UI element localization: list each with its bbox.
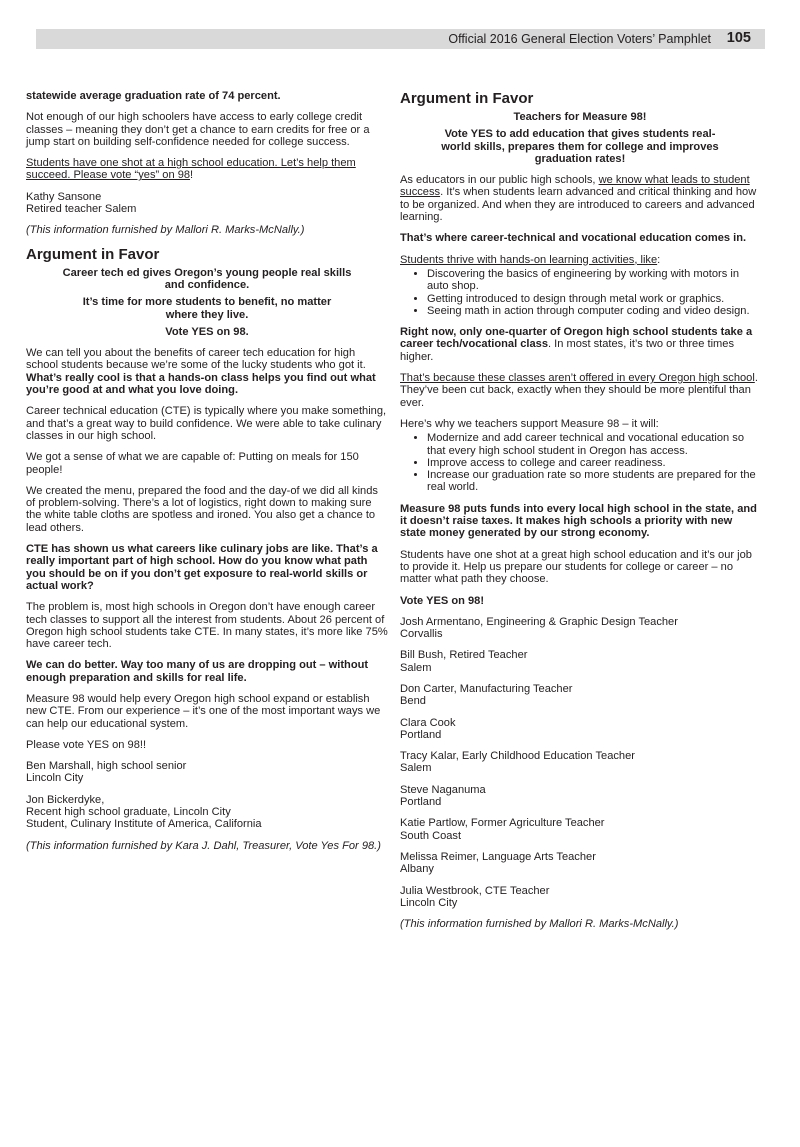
furnished-by: (This information furnished by Mallori R. Marks-McNally.) (400, 918, 679, 931)
paragraph: Please vote YES on 98!! (26, 738, 147, 751)
paragraph: As educators in our public high schools, we know what leads to student success. It’s when students learn advanced and critical thinking and how to be organized. And when they are introduced to careers and advanced learning. (400, 174, 757, 224)
signature: Jon Bickerdyke, Recent high school graduate, Lincoln City Student, Culinary Institute of America, California (26, 793, 262, 831)
subheading: Vote YES on 98. (165, 325, 249, 338)
paragraph: Students have one shot at a great high school education and it’s our job to provide it. Help us prepare our students for college or career – no matter what path they choose. (400, 548, 752, 586)
signature: Steve Naganuma Portland (400, 783, 486, 809)
subheading: It’s time for more students to benefit, no matter where they live. (82, 296, 332, 321)
paragraph: Vote YES on 98! (400, 594, 485, 607)
bullet-list (400, 432, 760, 493)
paragraph: statewide average graduation rate of 74 percent. (26, 90, 281, 102)
signature: Melissa Reimer, Language Arts Teacher Albany (400, 850, 596, 876)
signature: Tracy Kalar, Early Childhood Education Teacher Salem (400, 750, 635, 775)
signer-list (400, 616, 760, 909)
list-item: • Seeing math in action through computer coding and video design. (427, 305, 760, 317)
paragraph: That’s because these classes aren’t offered in every Oregon high school. They’ve been cut back, exactly when they should be more plentiful than ever. (400, 372, 758, 409)
paragraph: That’s where career-technical and vocational education comes in. (400, 232, 747, 245)
list-item: • Getting introduced to design through metal work or graphics. (427, 293, 760, 305)
signature: Julia Westbrook, CTE Teacher Lincoln City (400, 884, 550, 909)
furnished-by: (This information furnished by Kara J. Dahl, Treasurer, Vote Yes For 98.) (26, 839, 381, 852)
paragraph: Career technical education (CTE) is typically where you make something, and that’s a great way to build confidence. We were able to take culinary classes in our high school. (26, 405, 387, 442)
paragraph: We created the menu, prepared the food and the day-of we did all kinds of problem-solving. There’s a lot of logistics, right down to making sure the white table cloths are spotless and ironed. You also get a chance to lead others. (26, 484, 378, 534)
paragraph: We can tell you about the benefits of career tech education for high school students because we’re some of the lucky students who got it. What’s really cool is that a hands-on class helps you find out what you’re good at and what you love doing. (26, 347, 376, 397)
list-item: • Modernize and add career technical and vocational education so that every high school student in Oregon has access. (427, 432, 760, 457)
page-number: 105 (726, 30, 751, 46)
paragraph: Here’s why we teachers support Measure 98 – it will: (400, 417, 659, 430)
paragraph: Not enough of our high schoolers have access to early college credit classes – meaning they don’t get a chance to earn credits for free or a jump start on building self-confidence needed for college success. (26, 111, 370, 148)
bullet-list (400, 268, 760, 317)
list-item: • Discovering the basics of engineering by working with motors in auto shop. (427, 268, 760, 293)
signature: Bill Bush, Retired Teacher Salem (400, 649, 528, 674)
furnished-by: (This information furnished by Mallori R. Marks-McNally.) (26, 224, 305, 237)
paragraph: We got a sense of what we are capable of: Putting on meals for 150 people! (26, 451, 359, 476)
left-column (26, 90, 388, 861)
list-item: • Increase our graduation rate so more students are prepared for the real world. (427, 469, 760, 494)
signature: Katie Partlow, Former Agriculture Teacher South Coast (400, 817, 605, 842)
argument-heading: Argument in Favor (26, 245, 160, 263)
subheading: Teachers for Measure 98! (513, 111, 647, 123)
right-column (400, 90, 760, 939)
paragraph: Students have one shot at a high school education. Let’s help them succeed. Please vote “yes” on 98! (26, 157, 356, 182)
subheading: Vote YES to add education that gives students real-world skills, prepares them for college and improves graduation rates! (441, 128, 719, 165)
paragraph: The problem is, most high schools in Oregon don’t have enough career tech classes to support all the interest from students. About 26 percent of Oregon high school students take CTE. In many states, it’s more like 75% have career tech. (26, 601, 388, 651)
page-header (36, 29, 765, 49)
paragraph: We can do better. Way too many of us are dropping out – without enough preparation and skills for real life. (26, 659, 369, 684)
subheading: Career tech ed gives Oregon’s young people real skills and confidence. (62, 266, 352, 291)
paragraph: Right now, only one-quarter of Oregon high school students take a career tech/vocational class. In most states, it’s two or three times higher. (400, 326, 753, 363)
paragraph: CTE has shown us what careers like culinary jobs are like. That’s a really important part of high school. How do you know what path you should be on if you don’t get exposure to real-world skills or actual work? (26, 543, 378, 592)
signature: Ben Marshall, high school senior Lincoln City (26, 760, 187, 785)
signature: Don Carter, Manufacturing Teacher Bend (400, 682, 573, 708)
paragraph: Measure 98 would help every Oregon high school expand or establish new CTE. From our experience – it’s one of the most important ways we can help our educational system. (26, 692, 381, 730)
pamphlet-title: Official 2016 General Election Voters’ Pamphlet (448, 32, 711, 46)
argument-heading: Argument in Favor (400, 90, 534, 107)
signature: Kathy Sansone Retired teacher Salem (26, 190, 137, 216)
signature: Josh Armentano, Engineering & Graphic Design Teacher Corvallis (400, 615, 678, 641)
list-item: • Improve access to college and career readiness. (427, 457, 760, 469)
paragraph: Measure 98 puts funds into every local high school in the state, and it doesn’t raise taxes. It makes high schools a priority with new state money generated by our strong economy. (400, 502, 757, 540)
signature: Clara Cook Portland (400, 716, 456, 741)
paragraph: Students thrive with hands-on learning activities, like: (400, 253, 661, 266)
